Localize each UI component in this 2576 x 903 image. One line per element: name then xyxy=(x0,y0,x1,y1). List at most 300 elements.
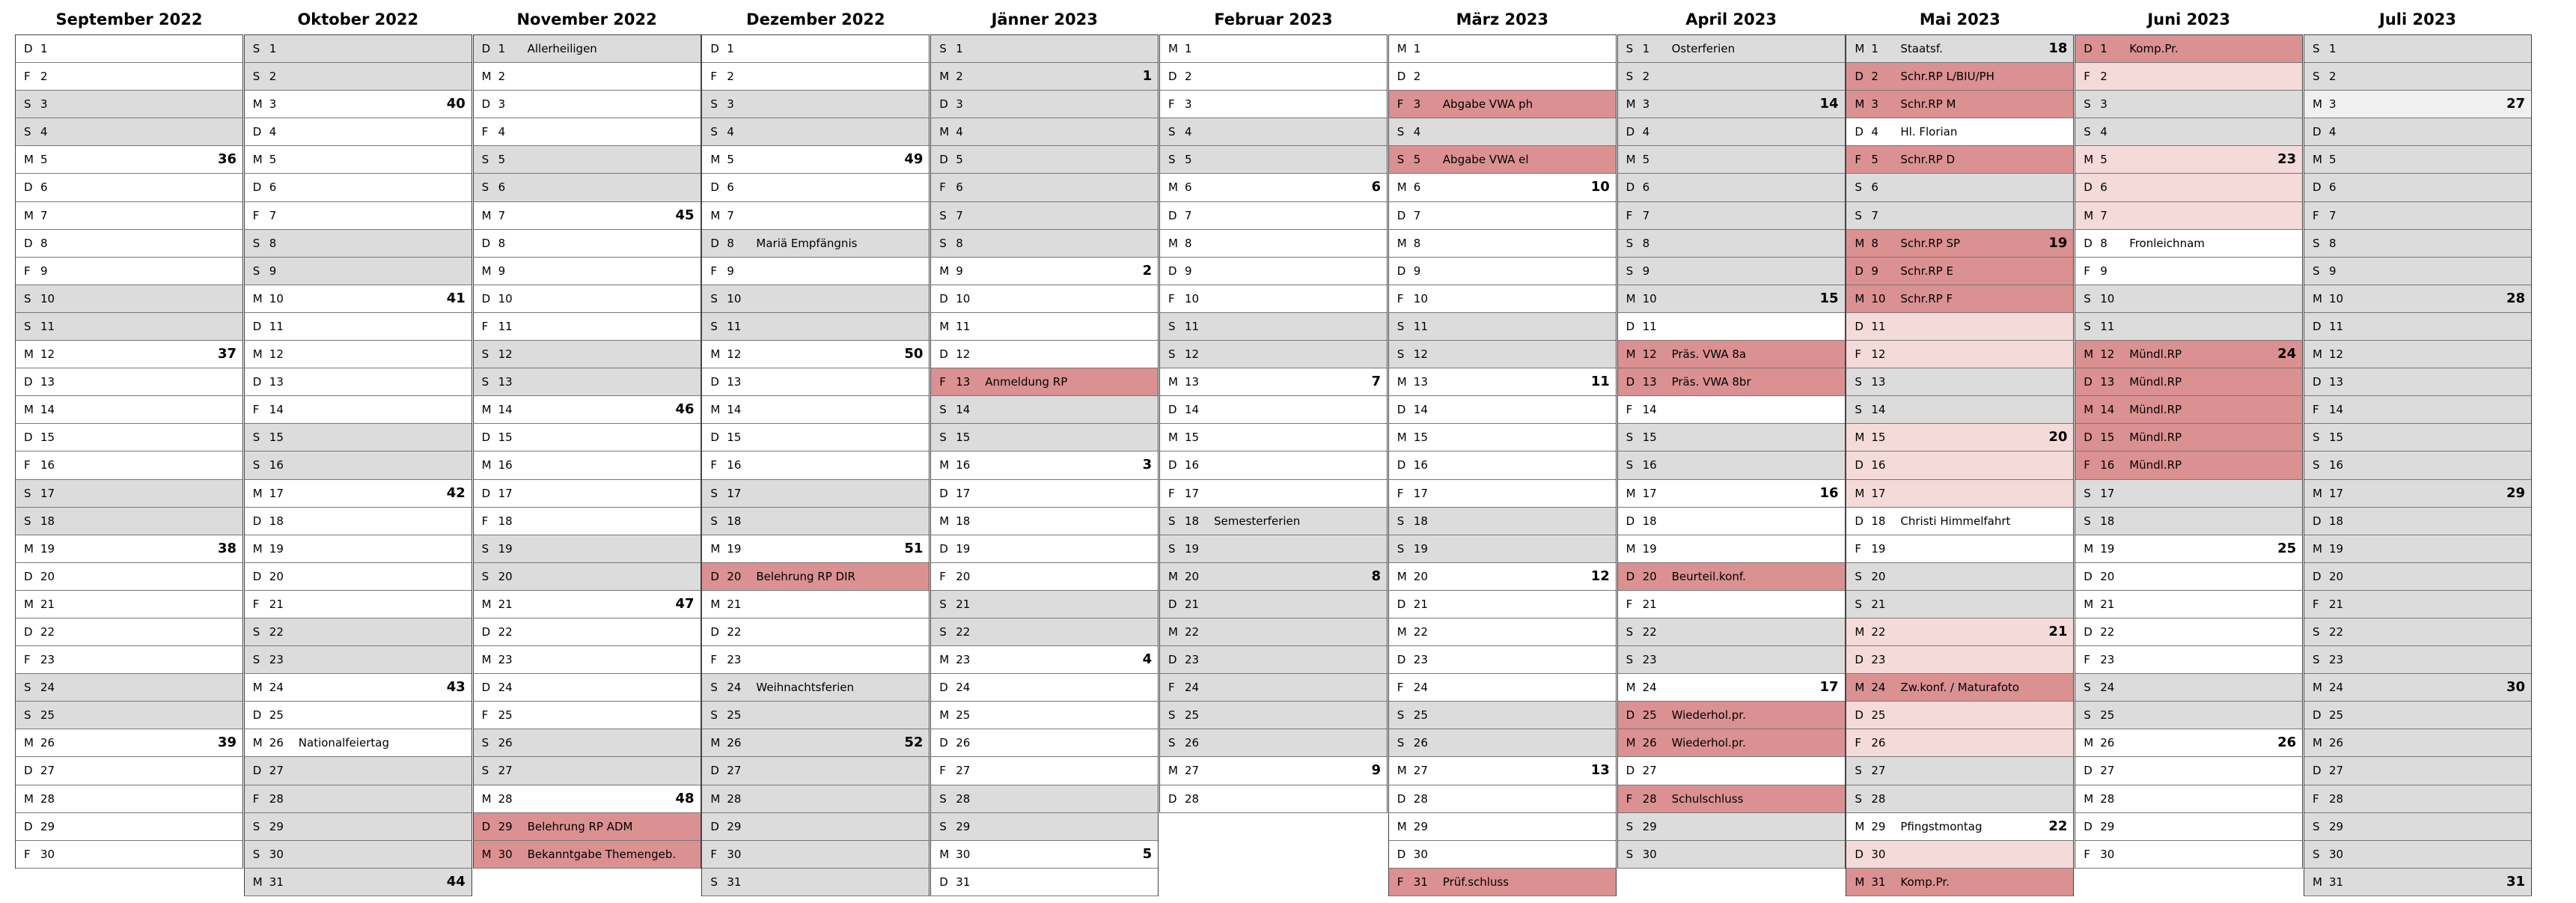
day-cell[interactable] xyxy=(1389,230,1616,258)
day-cell[interactable] xyxy=(1846,508,2073,535)
day-cell[interactable] xyxy=(931,452,1158,479)
day-cell[interactable] xyxy=(1160,757,1387,785)
day-cell[interactable] xyxy=(16,258,242,285)
day-cell[interactable] xyxy=(1160,674,1387,702)
day-cell[interactable] xyxy=(931,841,1158,869)
day-cell[interactable] xyxy=(1389,202,1616,230)
day-cell[interactable] xyxy=(702,146,929,174)
day-cell[interactable] xyxy=(1618,146,1845,174)
day-cell[interactable] xyxy=(1389,674,1616,702)
day-cell[interactable] xyxy=(245,785,471,813)
day-cell[interactable] xyxy=(245,91,471,118)
day-cell[interactable] xyxy=(2075,146,2302,174)
day-cell[interactable] xyxy=(1846,869,2073,896)
day-cell[interactable] xyxy=(2075,118,2302,146)
day-cell[interactable] xyxy=(1389,258,1616,285)
day-cell[interactable] xyxy=(1160,646,1387,674)
day-cell[interactable] xyxy=(1389,702,1616,729)
day-cell[interactable] xyxy=(245,674,471,702)
day-cell[interactable] xyxy=(16,480,242,508)
day-cell[interactable] xyxy=(702,480,929,508)
day-cell[interactable] xyxy=(702,674,929,702)
day-cell[interactable] xyxy=(2075,563,2302,591)
day-cell[interactable] xyxy=(2075,674,2302,702)
day-cell[interactable] xyxy=(2075,535,2302,563)
day-cell[interactable] xyxy=(1160,202,1387,230)
day-cell[interactable] xyxy=(2075,174,2302,201)
day-cell[interactable] xyxy=(2075,341,2302,368)
day-cell[interactable] xyxy=(931,757,1158,785)
day-cell[interactable] xyxy=(702,285,929,313)
day-cell[interactable] xyxy=(245,452,471,479)
day-cell[interactable] xyxy=(1389,452,1616,479)
day-cell[interactable] xyxy=(16,729,242,757)
day-cell[interactable] xyxy=(16,702,242,729)
day-cell[interactable] xyxy=(2304,63,2531,91)
day-cell[interactable] xyxy=(2075,313,2302,341)
day-cell[interactable] xyxy=(1618,618,1845,646)
day-cell[interactable] xyxy=(1618,841,1845,869)
day-cell[interactable] xyxy=(16,508,242,535)
day-cell[interactable] xyxy=(16,285,242,313)
day-cell[interactable] xyxy=(1389,618,1616,646)
day-cell[interactable] xyxy=(1389,396,1616,424)
day-cell[interactable] xyxy=(1618,368,1845,396)
day-cell[interactable] xyxy=(1846,396,2073,424)
day-cell[interactable] xyxy=(702,258,929,285)
day-cell[interactable] xyxy=(245,702,471,729)
day-cell[interactable] xyxy=(931,591,1158,618)
day-cell[interactable] xyxy=(474,258,701,285)
day-cell[interactable] xyxy=(1846,674,2073,702)
day-cell[interactable] xyxy=(931,202,1158,230)
day-cell[interactable] xyxy=(1618,35,1845,63)
day-cell[interactable] xyxy=(2075,368,2302,396)
day-cell[interactable] xyxy=(702,202,929,230)
day-cell[interactable] xyxy=(702,535,929,563)
day-cell[interactable] xyxy=(1618,813,1845,841)
day-cell[interactable] xyxy=(1389,869,1616,896)
day-cell[interactable] xyxy=(1160,146,1387,174)
day-cell[interactable] xyxy=(2075,396,2302,424)
day-cell[interactable] xyxy=(1160,313,1387,341)
day-cell[interactable] xyxy=(1846,563,2073,591)
day-cell[interactable] xyxy=(1846,285,2073,313)
day-cell[interactable] xyxy=(1618,535,1845,563)
day-cell[interactable] xyxy=(1846,480,2073,508)
day-cell[interactable] xyxy=(474,174,701,201)
day-cell[interactable] xyxy=(931,258,1158,285)
day-cell[interactable] xyxy=(1160,480,1387,508)
day-cell[interactable] xyxy=(1618,230,1845,258)
day-cell[interactable] xyxy=(1160,341,1387,368)
day-cell[interactable] xyxy=(702,313,929,341)
day-cell[interactable] xyxy=(2075,285,2302,313)
day-cell[interactable] xyxy=(245,508,471,535)
day-cell[interactable] xyxy=(474,63,701,91)
day-cell[interactable] xyxy=(1160,424,1387,452)
day-cell[interactable] xyxy=(1618,202,1845,230)
day-cell[interactable] xyxy=(1846,230,2073,258)
day-cell[interactable] xyxy=(1618,591,1845,618)
day-cell[interactable] xyxy=(702,174,929,201)
day-cell[interactable] xyxy=(1846,702,2073,729)
day-cell[interactable] xyxy=(474,618,701,646)
day-cell[interactable] xyxy=(474,841,701,869)
day-cell[interactable] xyxy=(702,591,929,618)
day-cell[interactable] xyxy=(474,785,701,813)
day-cell[interactable] xyxy=(1389,118,1616,146)
day-cell[interactable] xyxy=(1846,757,2073,785)
day-cell[interactable] xyxy=(1389,146,1616,174)
day-cell[interactable] xyxy=(1846,424,2073,452)
day-cell[interactable] xyxy=(1389,480,1616,508)
day-cell[interactable] xyxy=(2304,813,2531,841)
day-cell[interactable] xyxy=(1846,202,2073,230)
day-cell[interactable] xyxy=(931,813,1158,841)
day-cell[interactable] xyxy=(16,368,242,396)
day-cell[interactable] xyxy=(245,202,471,230)
day-cell[interactable] xyxy=(702,35,929,63)
day-cell[interactable] xyxy=(1846,841,2073,869)
day-cell[interactable] xyxy=(474,313,701,341)
day-cell[interactable] xyxy=(2075,757,2302,785)
day-cell[interactable] xyxy=(702,729,929,757)
day-cell[interactable] xyxy=(474,341,701,368)
day-cell[interactable] xyxy=(16,424,242,452)
day-cell[interactable] xyxy=(931,118,1158,146)
day-cell[interactable] xyxy=(931,174,1158,201)
day-cell[interactable] xyxy=(2075,729,2302,757)
day-cell[interactable] xyxy=(474,368,701,396)
day-cell[interactable] xyxy=(1618,729,1845,757)
day-cell[interactable] xyxy=(474,563,701,591)
day-cell[interactable] xyxy=(245,35,471,63)
day-cell[interactable] xyxy=(1389,424,1616,452)
day-cell[interactable] xyxy=(2075,424,2302,452)
day-cell[interactable] xyxy=(1389,785,1616,813)
day-cell[interactable] xyxy=(1846,535,2073,563)
day-cell[interactable] xyxy=(2304,591,2531,618)
day-cell[interactable] xyxy=(2304,35,2531,63)
day-cell[interactable] xyxy=(1389,285,1616,313)
day-cell[interactable] xyxy=(474,674,701,702)
day-cell[interactable] xyxy=(16,174,242,201)
day-cell[interactable] xyxy=(16,646,242,674)
day-cell[interactable] xyxy=(2304,174,2531,201)
day-cell[interactable] xyxy=(1160,174,1387,201)
day-cell[interactable] xyxy=(2304,508,2531,535)
day-cell[interactable] xyxy=(245,424,471,452)
day-cell[interactable] xyxy=(2304,785,2531,813)
day-cell[interactable] xyxy=(1389,841,1616,869)
day-cell[interactable] xyxy=(931,396,1158,424)
day-cell[interactable] xyxy=(16,591,242,618)
day-cell[interactable] xyxy=(2075,480,2302,508)
day-cell[interactable] xyxy=(474,702,701,729)
day-cell[interactable] xyxy=(474,230,701,258)
day-cell[interactable] xyxy=(245,368,471,396)
day-cell[interactable] xyxy=(1846,63,2073,91)
day-cell[interactable] xyxy=(474,396,701,424)
day-cell[interactable] xyxy=(931,341,1158,368)
day-cell[interactable] xyxy=(1618,285,1845,313)
day-cell[interactable] xyxy=(245,535,471,563)
day-cell[interactable] xyxy=(702,563,929,591)
day-cell[interactable] xyxy=(1389,563,1616,591)
day-cell[interactable] xyxy=(2075,841,2302,869)
day-cell[interactable] xyxy=(702,869,929,896)
day-cell[interactable] xyxy=(245,313,471,341)
day-cell[interactable] xyxy=(702,91,929,118)
day-cell[interactable] xyxy=(702,757,929,785)
day-cell[interactable] xyxy=(474,452,701,479)
day-cell[interactable] xyxy=(931,646,1158,674)
day-cell[interactable] xyxy=(474,35,701,63)
day-cell[interactable] xyxy=(931,63,1158,91)
day-cell[interactable] xyxy=(1389,591,1616,618)
day-cell[interactable] xyxy=(931,480,1158,508)
day-cell[interactable] xyxy=(1160,508,1387,535)
day-cell[interactable] xyxy=(931,508,1158,535)
day-cell[interactable] xyxy=(2304,285,2531,313)
day-cell[interactable] xyxy=(474,646,701,674)
day-cell[interactable] xyxy=(931,146,1158,174)
day-cell[interactable] xyxy=(16,146,242,174)
day-cell[interactable] xyxy=(16,118,242,146)
day-cell[interactable] xyxy=(1618,563,1845,591)
day-cell[interactable] xyxy=(16,63,242,91)
day-cell[interactable] xyxy=(1846,591,2073,618)
day-cell[interactable] xyxy=(1160,785,1387,813)
day-cell[interactable] xyxy=(2304,869,2531,896)
day-cell[interactable] xyxy=(16,313,242,341)
day-cell[interactable] xyxy=(2304,729,2531,757)
day-cell[interactable] xyxy=(1846,368,2073,396)
day-cell[interactable] xyxy=(1389,91,1616,118)
day-cell[interactable] xyxy=(1389,368,1616,396)
day-cell[interactable] xyxy=(1846,313,2073,341)
day-cell[interactable] xyxy=(1160,285,1387,313)
day-cell[interactable] xyxy=(931,563,1158,591)
day-cell[interactable] xyxy=(1160,91,1387,118)
day-cell[interactable] xyxy=(474,146,701,174)
day-cell[interactable] xyxy=(474,91,701,118)
day-cell[interactable] xyxy=(245,285,471,313)
day-cell[interactable] xyxy=(2304,368,2531,396)
day-cell[interactable] xyxy=(931,702,1158,729)
day-cell[interactable] xyxy=(2075,785,2302,813)
day-cell[interactable] xyxy=(1160,258,1387,285)
day-cell[interactable] xyxy=(702,396,929,424)
day-cell[interactable] xyxy=(474,202,701,230)
day-cell[interactable] xyxy=(1618,646,1845,674)
day-cell[interactable] xyxy=(16,341,242,368)
day-cell[interactable] xyxy=(702,841,929,869)
day-cell[interactable] xyxy=(245,174,471,201)
day-cell[interactable] xyxy=(474,757,701,785)
day-cell[interactable] xyxy=(931,729,1158,757)
day-cell[interactable] xyxy=(245,118,471,146)
day-cell[interactable] xyxy=(1389,63,1616,91)
day-cell[interactable] xyxy=(1618,313,1845,341)
day-cell[interactable] xyxy=(1846,258,2073,285)
day-cell[interactable] xyxy=(1846,785,2073,813)
day-cell[interactable] xyxy=(931,230,1158,258)
day-cell[interactable] xyxy=(931,674,1158,702)
day-cell[interactable] xyxy=(2304,230,2531,258)
day-cell[interactable] xyxy=(16,35,242,63)
day-cell[interactable] xyxy=(1389,313,1616,341)
day-cell[interactable] xyxy=(245,646,471,674)
day-cell[interactable] xyxy=(702,452,929,479)
day-cell[interactable] xyxy=(1618,480,1845,508)
day-cell[interactable] xyxy=(2304,313,2531,341)
day-cell[interactable] xyxy=(2075,452,2302,479)
day-cell[interactable] xyxy=(16,396,242,424)
day-cell[interactable] xyxy=(1618,91,1845,118)
day-cell[interactable] xyxy=(2075,702,2302,729)
day-cell[interactable] xyxy=(2075,258,2302,285)
day-cell[interactable] xyxy=(931,424,1158,452)
day-cell[interactable] xyxy=(16,91,242,118)
day-cell[interactable] xyxy=(16,618,242,646)
day-cell[interactable] xyxy=(474,729,701,757)
day-cell[interactable] xyxy=(16,674,242,702)
day-cell[interactable] xyxy=(2304,618,2531,646)
day-cell[interactable] xyxy=(1389,35,1616,63)
day-cell[interactable] xyxy=(702,368,929,396)
day-cell[interactable] xyxy=(1618,702,1845,729)
day-cell[interactable] xyxy=(16,813,242,841)
day-cell[interactable] xyxy=(2304,91,2531,118)
day-cell[interactable] xyxy=(245,813,471,841)
day-cell[interactable] xyxy=(1160,618,1387,646)
day-cell[interactable] xyxy=(702,118,929,146)
day-cell[interactable] xyxy=(2075,35,2302,63)
day-cell[interactable] xyxy=(16,535,242,563)
day-cell[interactable] xyxy=(16,563,242,591)
day-cell[interactable] xyxy=(1160,591,1387,618)
day-cell[interactable] xyxy=(2075,202,2302,230)
day-cell[interactable] xyxy=(2304,646,2531,674)
day-cell[interactable] xyxy=(931,313,1158,341)
day-cell[interactable] xyxy=(245,563,471,591)
day-cell[interactable] xyxy=(2304,535,2531,563)
day-cell[interactable] xyxy=(2075,91,2302,118)
day-cell[interactable] xyxy=(474,591,701,618)
day-cell[interactable] xyxy=(245,729,471,757)
day-cell[interactable] xyxy=(1160,230,1387,258)
day-cell[interactable] xyxy=(2304,702,2531,729)
day-cell[interactable] xyxy=(2075,618,2302,646)
day-cell[interactable] xyxy=(702,702,929,729)
day-cell[interactable] xyxy=(16,202,242,230)
day-cell[interactable] xyxy=(1618,118,1845,146)
day-cell[interactable] xyxy=(2304,674,2531,702)
day-cell[interactable] xyxy=(245,341,471,368)
day-cell[interactable] xyxy=(474,285,701,313)
day-cell[interactable] xyxy=(245,230,471,258)
day-cell[interactable] xyxy=(1160,118,1387,146)
day-cell[interactable] xyxy=(16,230,242,258)
day-cell[interactable] xyxy=(474,424,701,452)
day-cell[interactable] xyxy=(1618,258,1845,285)
day-cell[interactable] xyxy=(1160,729,1387,757)
day-cell[interactable] xyxy=(702,646,929,674)
day-cell[interactable] xyxy=(1618,424,1845,452)
day-cell[interactable] xyxy=(2304,146,2531,174)
day-cell[interactable] xyxy=(1846,118,2073,146)
day-cell[interactable] xyxy=(1389,757,1616,785)
day-cell[interactable] xyxy=(2304,452,2531,479)
day-cell[interactable] xyxy=(702,618,929,646)
day-cell[interactable] xyxy=(1618,757,1845,785)
day-cell[interactable] xyxy=(1618,785,1845,813)
day-cell[interactable] xyxy=(2304,563,2531,591)
day-cell[interactable] xyxy=(16,452,242,479)
day-cell[interactable] xyxy=(245,396,471,424)
day-cell[interactable] xyxy=(474,813,701,841)
day-cell[interactable] xyxy=(702,63,929,91)
day-cell[interactable] xyxy=(245,869,471,896)
day-cell[interactable] xyxy=(931,91,1158,118)
day-cell[interactable] xyxy=(245,841,471,869)
day-cell[interactable] xyxy=(2075,508,2302,535)
day-cell[interactable] xyxy=(1846,646,2073,674)
day-cell[interactable] xyxy=(1618,396,1845,424)
day-cell[interactable] xyxy=(931,35,1158,63)
day-cell[interactable] xyxy=(1846,452,2073,479)
day-cell[interactable] xyxy=(474,508,701,535)
day-cell[interactable] xyxy=(2075,813,2302,841)
day-cell[interactable] xyxy=(1160,702,1387,729)
day-cell[interactable] xyxy=(1160,35,1387,63)
day-cell[interactable] xyxy=(2304,480,2531,508)
day-cell[interactable] xyxy=(1846,35,2073,63)
day-cell[interactable] xyxy=(702,508,929,535)
day-cell[interactable] xyxy=(1618,341,1845,368)
day-cell[interactable] xyxy=(1160,535,1387,563)
day-cell[interactable] xyxy=(2304,757,2531,785)
day-cell[interactable] xyxy=(245,618,471,646)
day-cell[interactable] xyxy=(1389,535,1616,563)
day-cell[interactable] xyxy=(931,368,1158,396)
day-cell[interactable] xyxy=(1618,63,1845,91)
day-cell[interactable] xyxy=(1160,563,1387,591)
day-cell[interactable] xyxy=(2075,591,2302,618)
day-cell[interactable] xyxy=(1160,396,1387,424)
day-cell[interactable] xyxy=(16,841,242,869)
day-cell[interactable] xyxy=(1618,174,1845,201)
day-cell[interactable] xyxy=(1389,813,1616,841)
day-cell[interactable] xyxy=(16,757,242,785)
day-cell[interactable] xyxy=(2075,63,2302,91)
day-cell[interactable] xyxy=(2304,202,2531,230)
day-cell[interactable] xyxy=(1846,729,2073,757)
day-cell[interactable] xyxy=(245,591,471,618)
day-cell[interactable] xyxy=(245,480,471,508)
day-cell[interactable] xyxy=(1160,452,1387,479)
day-cell[interactable] xyxy=(1846,146,2073,174)
day-cell[interactable] xyxy=(245,258,471,285)
day-cell[interactable] xyxy=(1618,674,1845,702)
day-cell[interactable] xyxy=(474,480,701,508)
day-cell[interactable] xyxy=(931,785,1158,813)
day-cell[interactable] xyxy=(2304,841,2531,869)
day-cell[interactable] xyxy=(931,535,1158,563)
day-cell[interactable] xyxy=(931,285,1158,313)
